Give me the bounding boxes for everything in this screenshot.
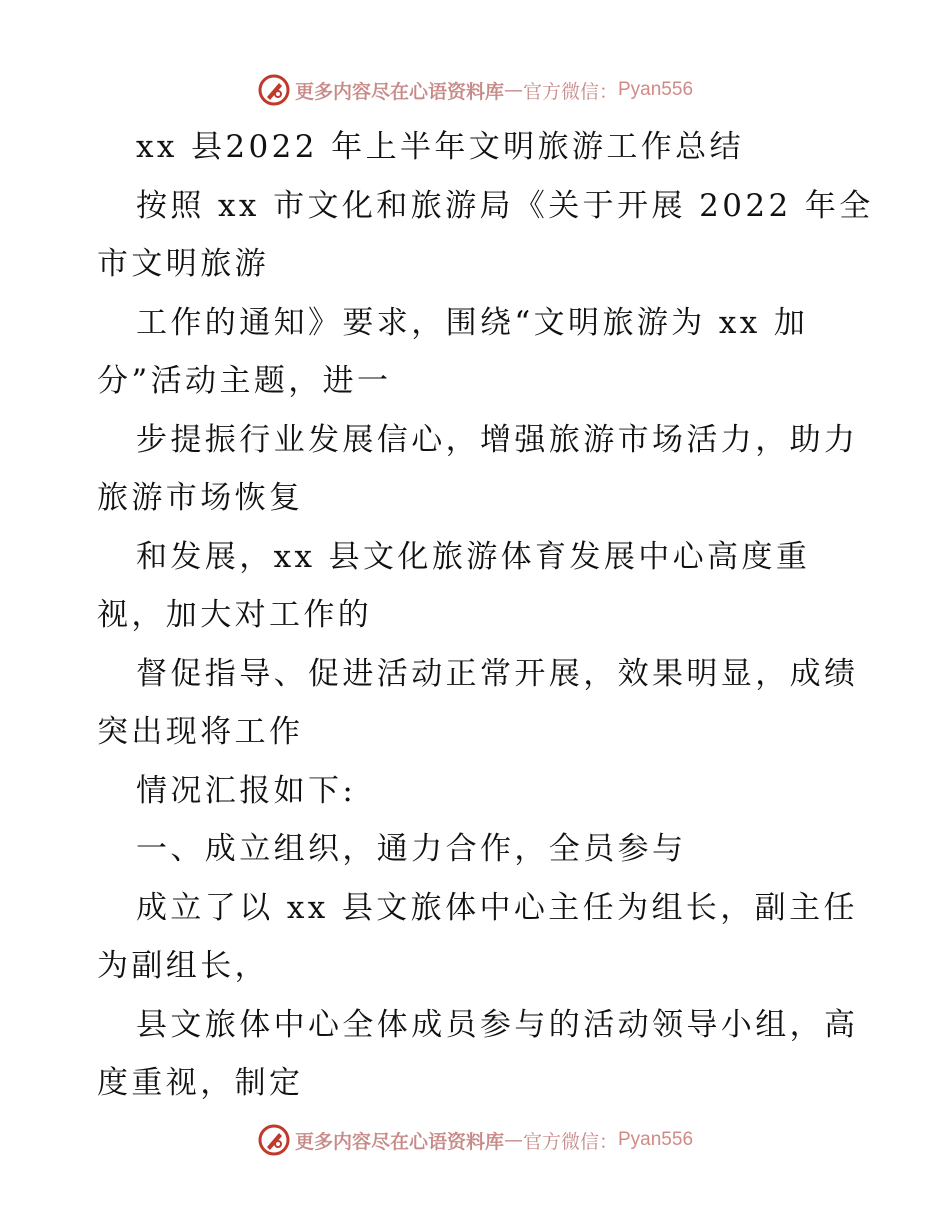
text-line: 督促指导、促进活动正常开展，效果明显，成绩 <box>136 656 859 692</box>
banner-separator: — <box>503 1129 523 1151</box>
text-line: 视，加大对工作的 <box>97 597 373 633</box>
text-line: 情况汇报如下: <box>136 773 357 809</box>
text-line: 突出现将工作 <box>97 714 304 750</box>
text-line: 分”活动主题，进一 <box>97 363 392 399</box>
banner-wechat-id: Pyan556 <box>618 79 694 100</box>
banner-wechat-label: 官方微信： <box>522 80 618 103</box>
text-line: 为副组长， <box>97 948 269 984</box>
banner-separator: — <box>503 79 523 101</box>
text-line: 工作的通知》要求，围绕“文明旅游为 xx 加 <box>136 305 809 341</box>
text-line: 度重视，制定 <box>97 1065 304 1101</box>
text-line: 成立了以 xx 县文旅体中心主任为组长，副主任 <box>136 890 858 926</box>
text-line: 县文旅体中心全体成员参与的活动领导小组，高 <box>136 1007 859 1043</box>
banner-wechat-id: Pyan556 <box>618 1129 694 1150</box>
banner-brand-text: 更多内容尽在心语资料库 <box>294 1130 504 1153</box>
banner-wechat-label: 官方微信： <box>522 1130 618 1153</box>
text-line: 市文明旅游 <box>97 246 269 282</box>
header-watermark-banner <box>0 70 950 110</box>
text-line: 旅游市场恢复 <box>97 480 304 516</box>
document-title: xx 县2022 年上半年文明旅游工作总结 <box>136 129 744 165</box>
text-line: 按照 xx 市文化和旅游局《关于开展 2022 年全 <box>136 188 874 224</box>
text-line: 步提振行业发展信心，增强旅游市场活力，助力 <box>136 422 859 458</box>
brand-logo-icon <box>257 1123 291 1157</box>
banner-brand-text: 更多内容尽在心语资料库 <box>294 80 504 103</box>
section-heading: 一、成立组织，通力合作，全员参与 <box>136 831 687 867</box>
brand-logo-icon <box>257 73 291 107</box>
footer-watermark-banner <box>0 1120 950 1160</box>
text-line: 和发展，xx 县文化旅游体育发展中心高度重 <box>136 539 811 575</box>
